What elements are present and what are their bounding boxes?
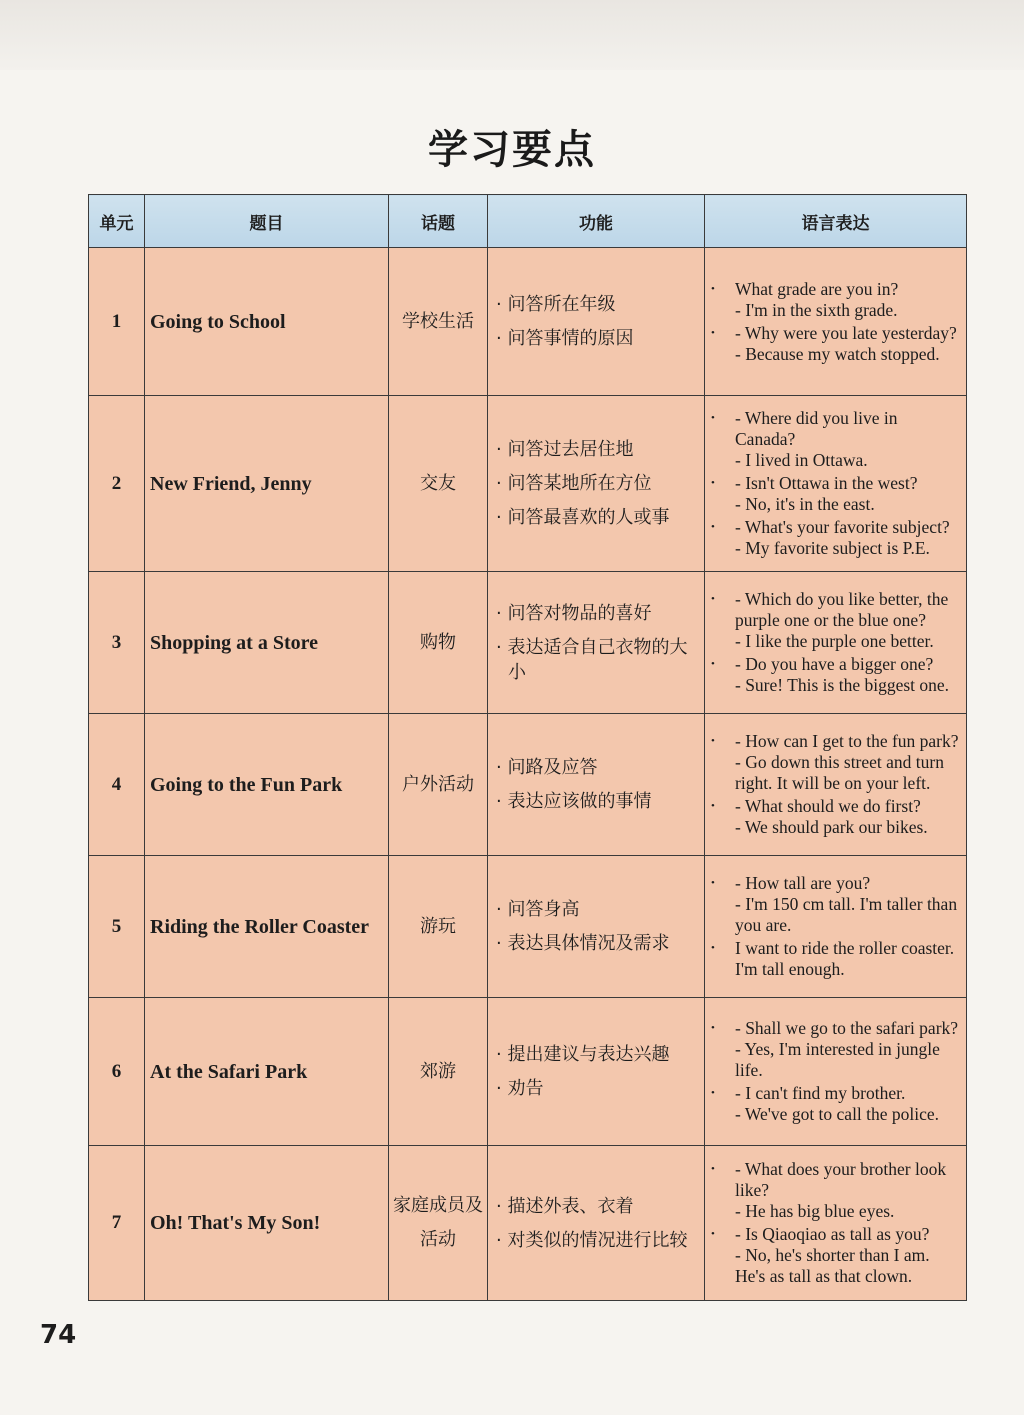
subject-title: New Friend, Jenny bbox=[145, 396, 389, 572]
function-cell bbox=[488, 1146, 705, 1301]
expression-group bbox=[709, 731, 962, 794]
topic-label: 户外活动 bbox=[389, 714, 488, 856]
expression-line bbox=[709, 894, 962, 936]
header-unit: 单元 bbox=[89, 195, 145, 248]
expression-line bbox=[709, 796, 962, 817]
expression-text: - How can I get to the fun park? bbox=[735, 731, 959, 751]
language-cell bbox=[705, 248, 967, 396]
expression-line bbox=[709, 494, 962, 515]
unit-number: 2 bbox=[89, 396, 145, 572]
page-title: 学习要点 bbox=[428, 127, 596, 173]
function-item: · 问答所在年级 bbox=[496, 294, 616, 315]
subject-title: Riding the Roller Coaster bbox=[145, 856, 389, 998]
language-cell bbox=[705, 998, 967, 1146]
topic-label: 游玩 bbox=[389, 856, 488, 998]
expression-line bbox=[709, 1224, 962, 1245]
expression-line bbox=[709, 938, 962, 980]
function-cell bbox=[488, 998, 705, 1146]
unit-number: 4 bbox=[89, 714, 145, 856]
header-function: 功能 bbox=[488, 195, 705, 248]
expression-text: - Shall we go to the safari park? bbox=[735, 1018, 959, 1038]
function-cell bbox=[488, 248, 705, 396]
topic-label: 家庭成员及活动 bbox=[389, 1146, 488, 1301]
table-row bbox=[89, 714, 967, 856]
expression-text: - I like the purple one better. bbox=[735, 631, 934, 651]
expression-text: - Sure! This is the biggest one. bbox=[735, 675, 950, 695]
table-row bbox=[89, 396, 967, 572]
expression-text: - Isn't Ottawa in the west? bbox=[735, 473, 918, 493]
expression-group bbox=[709, 473, 962, 515]
learning-points-table bbox=[88, 194, 967, 1301]
function-item: · 问答最喜欢的人或事 bbox=[496, 507, 670, 528]
function-item: · 问答事情的原因 bbox=[496, 328, 634, 349]
expression-group bbox=[709, 323, 962, 365]
table-row bbox=[89, 998, 967, 1146]
expression-text: - No, he's shorter than I am. He's as tall as that clown. bbox=[735, 1245, 930, 1286]
function-item: · 表达具体情况及需求 bbox=[496, 933, 670, 954]
table-header-row bbox=[89, 195, 967, 248]
subject-title: Oh! That's My Son! bbox=[145, 1146, 389, 1301]
subject-title: At the Safari Park bbox=[145, 998, 389, 1146]
expression-group bbox=[709, 408, 962, 471]
expression-text: - No, it's in the east. bbox=[735, 494, 875, 514]
expression-line bbox=[709, 408, 962, 450]
language-cell bbox=[705, 572, 967, 714]
function-item: · 问答身高 bbox=[496, 899, 580, 920]
expression-text: - I'm 150 cm tall. I'm taller than you are. bbox=[735, 894, 958, 935]
expression-line bbox=[709, 450, 962, 471]
expression-line bbox=[709, 344, 962, 365]
expression-text: - What's your favorite subject? bbox=[735, 517, 950, 537]
expression-line bbox=[709, 873, 962, 894]
unit-number: 5 bbox=[89, 856, 145, 998]
expression-line bbox=[709, 1039, 962, 1081]
header-language: 语言表达 bbox=[705, 195, 967, 248]
expression-text: - Do you have a bigger one? bbox=[735, 654, 934, 674]
expression-line bbox=[709, 589, 962, 631]
language-cell bbox=[705, 1146, 967, 1301]
expression-text: - I'm in the sixth grade. bbox=[735, 299, 898, 320]
expression-text: - He has big blue eyes. bbox=[735, 1201, 895, 1221]
expression-group bbox=[709, 517, 962, 559]
function-item: · 对类似的情况进行比较 bbox=[496, 1229, 688, 1251]
expression-text: - We should park our bikes. bbox=[735, 817, 928, 837]
topic-label: 交友 bbox=[389, 396, 488, 572]
unit-number: 6 bbox=[89, 998, 145, 1146]
language-cell bbox=[705, 714, 967, 856]
expression-line bbox=[709, 538, 962, 559]
subject-title: Going to School bbox=[145, 248, 389, 396]
function-cell bbox=[488, 714, 705, 856]
expression-text: - Go down this street and turn right. It will be on your left. bbox=[735, 752, 944, 793]
function-item: · 问路及应答 bbox=[496, 757, 598, 778]
unit-number: 7 bbox=[89, 1146, 145, 1301]
expression-text: - Is Qiaoqiao as tall as you? bbox=[735, 1224, 930, 1244]
function-cell bbox=[488, 396, 705, 572]
expression-text: - What should we do first? bbox=[735, 796, 921, 816]
expression-text: - Yes, I'm interested in jungle life. bbox=[735, 1039, 940, 1080]
expression-text: I want to ride the roller coaster. I'm tall enough. bbox=[735, 938, 955, 979]
expression-line bbox=[709, 752, 962, 794]
expression-group bbox=[709, 938, 962, 980]
function-item: · 表达应该做的事情 bbox=[496, 791, 652, 812]
expression-group bbox=[709, 279, 962, 321]
table-row bbox=[89, 1146, 967, 1301]
expression-line bbox=[709, 817, 962, 838]
expression-text: - How tall are you? bbox=[735, 873, 871, 893]
expression-line bbox=[709, 731, 962, 752]
expression-line bbox=[709, 517, 962, 538]
expression-group bbox=[709, 589, 962, 652]
topic-label: 购物 bbox=[389, 572, 488, 714]
expression-line bbox=[709, 1201, 962, 1222]
expression-line bbox=[709, 631, 962, 652]
expression-text: - I lived in Ottawa. bbox=[735, 450, 868, 470]
expression-text: - Because my watch stopped. bbox=[735, 343, 940, 364]
expression-line bbox=[709, 323, 962, 344]
function-item: · 劝告 bbox=[496, 1078, 544, 1099]
page-number: 74 bbox=[40, 1320, 77, 1350]
expression-line bbox=[709, 300, 962, 321]
expression-line bbox=[709, 1083, 962, 1104]
subject-title: Shopping at a Store bbox=[145, 572, 389, 714]
expression-text: - What does your brother look like? bbox=[735, 1159, 947, 1200]
function-item: · 问答对物品的喜好 bbox=[496, 602, 652, 624]
expression-group bbox=[709, 796, 962, 838]
function-item: · 表达适合自己衣物的大小 bbox=[496, 636, 688, 683]
table-row bbox=[89, 248, 967, 396]
expression-text: - My favorite subject is P.E. bbox=[735, 538, 930, 558]
language-cell bbox=[705, 396, 967, 572]
language-cell bbox=[705, 856, 967, 998]
expression-group bbox=[709, 1159, 962, 1222]
page-top-band bbox=[0, 0, 1024, 70]
expression-line bbox=[709, 1104, 962, 1125]
function-item: · 描述外表、衣着 bbox=[496, 1195, 634, 1217]
expression-line bbox=[709, 1018, 962, 1039]
table-row bbox=[89, 572, 967, 714]
function-cell bbox=[488, 856, 705, 998]
expression-group bbox=[709, 873, 962, 936]
expression-text: - Why were you late yesterday? bbox=[735, 322, 957, 343]
expression-line bbox=[709, 654, 962, 675]
expression-group bbox=[709, 1224, 962, 1287]
header-topic: 话题 bbox=[389, 195, 488, 248]
expression-group bbox=[709, 654, 962, 696]
expression-text: - Where did you live in Canada? bbox=[735, 408, 898, 449]
function-item: · 问答过去居住地 bbox=[496, 439, 634, 460]
header-subject: 题目 bbox=[145, 195, 389, 248]
expression-group bbox=[709, 1083, 962, 1125]
function-cell bbox=[488, 572, 705, 714]
unit-number: 3 bbox=[89, 572, 145, 714]
expression-line bbox=[709, 279, 962, 300]
function-item: · 问答某地所在方位 bbox=[496, 473, 652, 494]
topic-label: 学校生活 bbox=[389, 248, 488, 396]
subject-title: Going to the Fun Park bbox=[145, 714, 389, 856]
unit-number: 1 bbox=[89, 248, 145, 396]
topic-label: 郊游 bbox=[389, 998, 488, 1146]
expression-line bbox=[709, 473, 962, 494]
expression-line bbox=[709, 1245, 962, 1287]
expression-text: What grade are you in? bbox=[735, 278, 899, 299]
expression-text: - We've got to call the police. bbox=[735, 1104, 940, 1124]
expression-text: - I can't find my brother. bbox=[735, 1083, 906, 1103]
table-row bbox=[89, 856, 967, 998]
function-item: · 提出建议与表达兴趣 bbox=[496, 1044, 670, 1065]
expression-line bbox=[709, 1159, 962, 1201]
expression-group bbox=[709, 1018, 962, 1081]
expression-line bbox=[709, 675, 962, 696]
expression-text: - Which do you like better, the purple one or the blue one? bbox=[735, 589, 949, 630]
